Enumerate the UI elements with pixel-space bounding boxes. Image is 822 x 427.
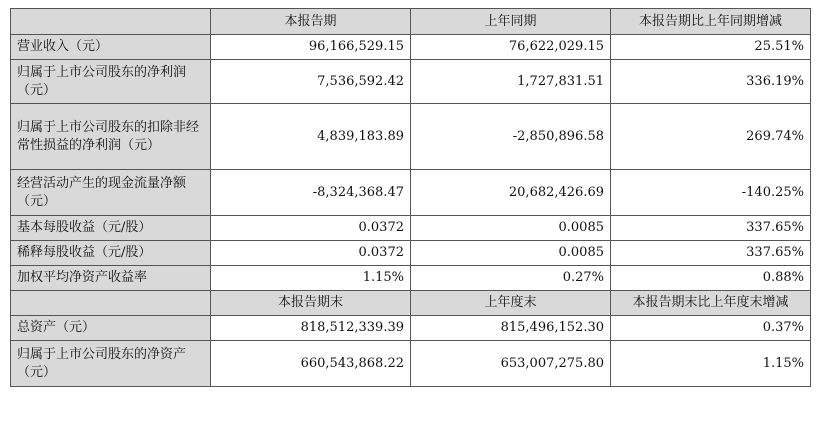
header-period-change: 本报告期比上年同期增减 bbox=[611, 9, 811, 35]
cell-change: 337.65% bbox=[611, 241, 811, 266]
table-row bbox=[11, 60, 811, 104]
cell-change: 336.19% bbox=[611, 60, 811, 104]
header-corner bbox=[11, 291, 211, 316]
row-label: 归属于上市公司股东的净资产（元） bbox=[11, 341, 211, 387]
row-label: 归属于上市公司股东的净利润（元） bbox=[11, 60, 211, 104]
cell-current: 0.0372 bbox=[211, 241, 411, 266]
row-label: 归属于上市公司股东的扣除非经常性损益的净利润（元） bbox=[11, 104, 211, 170]
row-label: 经营活动产生的现金流量净额（元） bbox=[11, 170, 211, 216]
table-row bbox=[11, 241, 811, 266]
cell-prior: 0.27% bbox=[411, 266, 611, 291]
row-label: 营业收入（元） bbox=[11, 35, 211, 60]
cell-change: 1.15% bbox=[611, 341, 811, 387]
header-prior-period: 上年同期 bbox=[411, 9, 611, 35]
table-row bbox=[11, 341, 811, 387]
cell-current: 1.15% bbox=[211, 266, 411, 291]
cell-change: 0.88% bbox=[611, 266, 811, 291]
cell-change: -140.25% bbox=[611, 170, 811, 216]
table-row bbox=[11, 266, 811, 291]
header-row-period-end bbox=[11, 291, 811, 316]
cell-current: 660,543,868.22 bbox=[211, 341, 411, 387]
row-label: 稀释每股收益（元/股） bbox=[11, 241, 211, 266]
financial-summary-table bbox=[10, 8, 811, 387]
cell-current: -8,324,368.47 bbox=[211, 170, 411, 216]
cell-prior: 76,622,029.15 bbox=[411, 35, 611, 60]
cell-change: 0.37% bbox=[611, 316, 811, 341]
cell-current: 818,512,339.39 bbox=[211, 316, 411, 341]
cell-current: 4,839,183.89 bbox=[211, 104, 411, 170]
table-row bbox=[11, 104, 811, 170]
row-label: 加权平均净资产收益率 bbox=[11, 266, 211, 291]
cell-prior: 1,727,831.51 bbox=[411, 60, 611, 104]
header-corner bbox=[11, 9, 211, 35]
cell-prior: 653,007,275.80 bbox=[411, 341, 611, 387]
table-row bbox=[11, 170, 811, 216]
header-row-period bbox=[11, 9, 811, 35]
cell-current: 7,536,592.42 bbox=[211, 60, 411, 104]
cell-prior: 20,682,426.69 bbox=[411, 170, 611, 216]
cell-prior: 0.0085 bbox=[411, 216, 611, 241]
table-row bbox=[11, 216, 811, 241]
header-current-period-end: 本报告期末 bbox=[211, 291, 411, 316]
cell-current: 96,166,529.15 bbox=[211, 35, 411, 60]
row-label: 总资产（元） bbox=[11, 316, 211, 341]
table-row bbox=[11, 35, 811, 60]
table-row bbox=[11, 316, 811, 341]
cell-change: 25.51% bbox=[611, 35, 811, 60]
header-period-end-change: 本报告期末比上年度末增减 bbox=[611, 291, 811, 316]
cell-change: 269.74% bbox=[611, 104, 811, 170]
header-current-period: 本报告期 bbox=[211, 9, 411, 35]
header-prior-year-end: 上年度末 bbox=[411, 291, 611, 316]
cell-current: 0.0372 bbox=[211, 216, 411, 241]
cell-prior: -2,850,896.58 bbox=[411, 104, 611, 170]
cell-change: 337.65% bbox=[611, 216, 811, 241]
row-label: 基本每股收益（元/股） bbox=[11, 216, 211, 241]
cell-prior: 0.0085 bbox=[411, 241, 611, 266]
cell-prior: 815,496,152.30 bbox=[411, 316, 611, 341]
